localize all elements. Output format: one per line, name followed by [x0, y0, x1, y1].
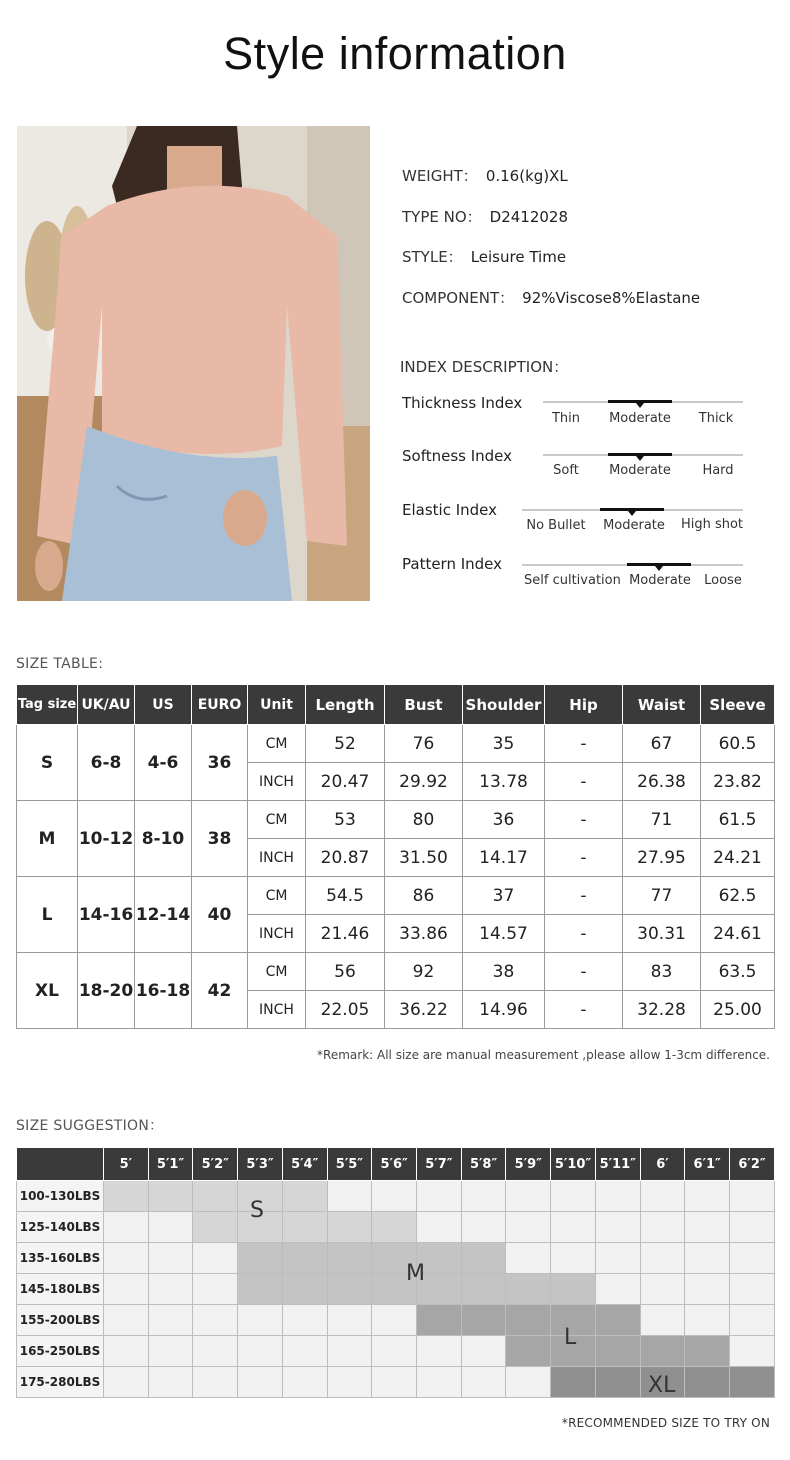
grid-cell: [595, 1181, 640, 1212]
grid-cell: [282, 1274, 327, 1305]
grid-cell: [327, 1305, 372, 1336]
component-label: COMPONENT：: [402, 289, 515, 307]
grid-cell: [685, 1336, 730, 1367]
height-header: 6′2″: [730, 1148, 775, 1181]
thickness-index-pointer: [636, 403, 644, 408]
grid-cell: [640, 1243, 685, 1274]
pattern-opt-self-cultivation: Self cultivation: [524, 573, 621, 588]
weight-label: 135-160LBS: [17, 1243, 104, 1274]
grid-cell: [417, 1181, 462, 1212]
shoulder-cell: 37: [463, 877, 545, 915]
header-waist: Waist: [623, 685, 701, 725]
component-value: 92%Viscose8%Elastane: [522, 289, 701, 307]
grid-cell: [282, 1212, 327, 1243]
size-table-label: SIZE TABLE:: [16, 656, 104, 672]
size-tag: L: [17, 877, 78, 953]
unit-cell: INCH: [248, 763, 306, 801]
grid-cell: [148, 1367, 193, 1398]
height-header-row: [17, 1148, 775, 1181]
grid-cell: [104, 1212, 149, 1243]
grid-cell: [595, 1212, 640, 1243]
thickness-opt-moderate: Moderate: [609, 411, 671, 426]
header-bust: Bust: [385, 685, 463, 725]
height-header: 5′10″: [551, 1148, 596, 1181]
grid-cell: [506, 1305, 551, 1336]
grid-cell: [730, 1367, 775, 1398]
grid-cell: [104, 1367, 149, 1398]
grid-cell: [640, 1336, 685, 1367]
grid-cell: [595, 1274, 640, 1305]
grid-cell: [104, 1243, 149, 1274]
weight-row: [17, 1336, 775, 1367]
shoulder-cell: 14.57: [463, 915, 545, 953]
waist-cell: 67: [623, 725, 701, 763]
size-table: [16, 684, 775, 1029]
component-row: [402, 287, 700, 308]
grid-cell: [640, 1305, 685, 1336]
waist-cell: 30.31: [623, 915, 701, 953]
grid-cell: [238, 1243, 283, 1274]
sleeve-cell: 24.21: [701, 839, 775, 877]
grid-cell: [461, 1243, 506, 1274]
grid-cell: [327, 1212, 372, 1243]
waist-cell: 77: [623, 877, 701, 915]
sleeve-cell: 25.00: [701, 991, 775, 1029]
elastic-opt-no-bullet: No Bullet: [526, 518, 586, 533]
grid-cell: [104, 1305, 149, 1336]
elastic-opt-moderate: Moderate: [603, 518, 665, 533]
grid-cell: [685, 1367, 730, 1398]
size-us: 8-10: [135, 801, 192, 877]
grid-cell: [640, 1212, 685, 1243]
size-uk: 14-16: [78, 877, 135, 953]
grid-cell: [148, 1212, 193, 1243]
softness-opt-moderate: Moderate: [609, 463, 671, 478]
height-header: 6′: [640, 1148, 685, 1181]
hip-cell: -: [545, 915, 623, 953]
grid-cell: [104, 1181, 149, 1212]
size-label-m: M: [406, 1261, 425, 1286]
size-tag: M: [17, 801, 78, 877]
unit-cell: INCH: [248, 915, 306, 953]
height-header: 5′3″: [238, 1148, 283, 1181]
grid-cell: [327, 1181, 372, 1212]
pattern-opt-moderate: Moderate: [629, 573, 691, 588]
table-row: [17, 725, 775, 763]
grid-cell: [506, 1212, 551, 1243]
grid-cell: [372, 1212, 417, 1243]
recommended-note: *RECOMMENDED SIZE TO TRY ON: [561, 1416, 770, 1430]
bust-cell: 76: [385, 725, 463, 763]
grid-cell: [372, 1305, 417, 1336]
grid-cell: [282, 1181, 327, 1212]
grid-cell: [551, 1367, 596, 1398]
grid-cell: [640, 1274, 685, 1305]
shoulder-cell: 13.78: [463, 763, 545, 801]
grid-cell: [506, 1367, 551, 1398]
height-header: 5′2″: [193, 1148, 238, 1181]
grid-cell: [506, 1274, 551, 1305]
grid-cell: [148, 1305, 193, 1336]
grid-cell: [193, 1181, 238, 1212]
grid-cell: [461, 1367, 506, 1398]
hip-cell: -: [545, 763, 623, 801]
unit-cell: INCH: [248, 991, 306, 1029]
waist-cell: 26.38: [623, 763, 701, 801]
grid-cell: [193, 1243, 238, 1274]
weight-row: [17, 1274, 775, 1305]
length-cell: 22.05: [306, 991, 385, 1029]
grid-cell: [327, 1367, 372, 1398]
measurement-remark: *Remark: All size are manual measurement ,please allow 1-3cm difference.: [317, 1048, 770, 1062]
size-uk: 18-20: [78, 953, 135, 1029]
unit-cell: INCH: [248, 839, 306, 877]
hip-cell: -: [545, 801, 623, 839]
unit-cell: CM: [248, 877, 306, 915]
waist-cell: 71: [623, 801, 701, 839]
weight-row: [17, 1181, 775, 1212]
sleeve-cell: 61.5: [701, 801, 775, 839]
hip-cell: -: [545, 839, 623, 877]
type-label: TYPE NO：: [402, 208, 482, 226]
size-euro: 42: [192, 953, 248, 1029]
header-euro: EURO: [192, 685, 248, 725]
grid-cell: [461, 1212, 506, 1243]
grid-cell: [595, 1336, 640, 1367]
grid-cell: [148, 1243, 193, 1274]
hip-cell: -: [545, 953, 623, 991]
grid-cell: [282, 1305, 327, 1336]
grid-cell: [193, 1212, 238, 1243]
thickness-opt-thin: Thin: [551, 411, 581, 426]
elastic-index-pointer: [628, 511, 636, 516]
shoulder-cell: 14.96: [463, 991, 545, 1029]
grid-cell: [685, 1305, 730, 1336]
grid-cell: [238, 1367, 283, 1398]
weight-label: 175-280LBS: [17, 1367, 104, 1398]
size-uk: 10-12: [78, 801, 135, 877]
weight-label: 100-130LBS: [17, 1181, 104, 1212]
grid-cell: [148, 1274, 193, 1305]
grid-cell: [685, 1181, 730, 1212]
size-tag: XL: [17, 953, 78, 1029]
grid-cell: [730, 1243, 775, 1274]
size-suggestion-grid: [16, 1147, 775, 1398]
height-header: 5′9″: [506, 1148, 551, 1181]
weight-label: 165-250LBS: [17, 1336, 104, 1367]
grid-cell: [104, 1336, 149, 1367]
size-table-header: [17, 685, 775, 725]
grid-cell: [640, 1181, 685, 1212]
grid-cell: [238, 1274, 283, 1305]
height-header: 5′4″: [282, 1148, 327, 1181]
bust-cell: 36.22: [385, 991, 463, 1029]
header-us: US: [135, 685, 192, 725]
shoulder-cell: 14.17: [463, 839, 545, 877]
grid-cell: [282, 1243, 327, 1274]
hip-cell: -: [545, 991, 623, 1029]
elastic-opt-high-shot: High shot: [680, 517, 744, 532]
length-cell: 20.87: [306, 839, 385, 877]
grid-cell: [730, 1212, 775, 1243]
pattern-index-label: Pattern Index: [402, 555, 503, 573]
size-euro: 40: [192, 877, 248, 953]
model-illustration: [17, 126, 370, 601]
table-row: [17, 953, 775, 991]
weight-row: [17, 1212, 775, 1243]
weight-label: WEIGHT：: [402, 167, 478, 185]
length-cell: 20.47: [306, 763, 385, 801]
hip-cell: -: [545, 877, 623, 915]
grid-cell: [730, 1336, 775, 1367]
grid-cell: [372, 1336, 417, 1367]
grid-cell: [506, 1243, 551, 1274]
size-label-l: L: [564, 1325, 577, 1350]
length-cell: 54.5: [306, 877, 385, 915]
sleeve-cell: 23.82: [701, 763, 775, 801]
weight-label: 125-140LBS: [17, 1212, 104, 1243]
style-label: STYLE：: [402, 248, 463, 266]
grid-cell: [730, 1181, 775, 1212]
bust-cell: 33.86: [385, 915, 463, 953]
grid-cell: [461, 1274, 506, 1305]
product-photo: [17, 126, 370, 601]
header-shoulder: Shoulder: [463, 685, 545, 725]
height-header: 5′: [104, 1148, 149, 1181]
weight-row: [17, 1305, 775, 1336]
grid-cell: [372, 1367, 417, 1398]
grid-cell: [148, 1336, 193, 1367]
grid-cell: [685, 1274, 730, 1305]
header-unit: Unit: [248, 685, 306, 725]
style-value: Leisure Time: [470, 248, 567, 266]
height-header: 5′11″: [595, 1148, 640, 1181]
grid-cell: [730, 1274, 775, 1305]
pattern-opt-loose: Loose: [704, 573, 742, 588]
grid-cell: [595, 1243, 640, 1274]
grid-cell: [551, 1243, 596, 1274]
size-us: 4-6: [135, 725, 192, 801]
grid-cell: [193, 1336, 238, 1367]
type-value: D2412028: [489, 208, 569, 226]
bust-cell: 86: [385, 877, 463, 915]
page-title: Style information: [223, 28, 567, 79]
sleeve-cell: 63.5: [701, 953, 775, 991]
grid-cell: [685, 1212, 730, 1243]
weight-value: 0.16(kg)XL: [485, 167, 568, 185]
thickness-index-label: Thickness Index: [402, 394, 523, 412]
waist-cell: 32.28: [623, 991, 701, 1029]
header-hip: Hip: [545, 685, 623, 725]
grid-cell: [104, 1274, 149, 1305]
size-euro: 36: [192, 725, 248, 801]
grid-cell: [327, 1274, 372, 1305]
unit-cell: CM: [248, 725, 306, 763]
size-uk: 6-8: [78, 725, 135, 801]
elastic-index-label: Elastic Index: [402, 501, 498, 519]
height-header: 5′7″: [417, 1148, 462, 1181]
sleeve-cell: 62.5: [701, 877, 775, 915]
length-cell: 21.46: [306, 915, 385, 953]
grid-cell: [417, 1305, 462, 1336]
unit-cell: CM: [248, 953, 306, 991]
grid-cell: [461, 1336, 506, 1367]
bust-cell: 29.92: [385, 763, 463, 801]
grid-cell: [282, 1367, 327, 1398]
grid-cell: [148, 1181, 193, 1212]
size-label-xl: XL: [648, 1373, 676, 1398]
pattern-index-pointer: [655, 566, 663, 571]
weight-label: 145-180LBS: [17, 1274, 104, 1305]
shoulder-cell: 38: [463, 953, 545, 991]
size-label-s: S: [250, 1198, 264, 1223]
grid-cell: [193, 1305, 238, 1336]
header-sleeve: Sleeve: [701, 685, 775, 725]
height-header: 5′6″: [372, 1148, 417, 1181]
index-description-title: INDEX DESCRIPTION：: [400, 358, 569, 376]
weight-row: [17, 1243, 775, 1274]
length-cell: 53: [306, 801, 385, 839]
height-header: 6′1″: [685, 1148, 730, 1181]
grid-cell: [327, 1336, 372, 1367]
size-us: 16-18: [135, 953, 192, 1029]
grid-cell: [417, 1212, 462, 1243]
table-row: [17, 801, 775, 839]
shoulder-cell: 36: [463, 801, 545, 839]
size-suggestion-label: SIZE SUGGESTION：: [16, 1118, 164, 1134]
weight-row: [402, 165, 568, 186]
grid-cell: [551, 1181, 596, 1212]
weight-label: 155-200LBS: [17, 1305, 104, 1336]
grid-cell: [282, 1336, 327, 1367]
grid-cell: [506, 1181, 551, 1212]
grid-cell: [372, 1181, 417, 1212]
waist-cell: 83: [623, 953, 701, 991]
grid-cell: [506, 1336, 551, 1367]
bust-cell: 92: [385, 953, 463, 991]
grid-cell: [461, 1305, 506, 1336]
shoulder-cell: 35: [463, 725, 545, 763]
unit-cell: CM: [248, 801, 306, 839]
size-us: 12-14: [135, 877, 192, 953]
grid-cell: [193, 1367, 238, 1398]
length-cell: 52: [306, 725, 385, 763]
softness-index-label: Softness Index: [402, 447, 513, 465]
grid-cell: [238, 1305, 283, 1336]
grid-cell: [551, 1274, 596, 1305]
size-tag: S: [17, 725, 78, 801]
softness-opt-hard: Hard: [702, 463, 734, 478]
hip-cell: -: [545, 725, 623, 763]
grid-cell: [417, 1336, 462, 1367]
grid-cell: [238, 1336, 283, 1367]
grid-cell: [461, 1181, 506, 1212]
sleeve-cell: 24.61: [701, 915, 775, 953]
softness-index-pointer: [636, 456, 644, 461]
style-row: [402, 246, 566, 267]
height-header: 5′8″: [461, 1148, 506, 1181]
grid-cell: [595, 1367, 640, 1398]
bust-cell: 31.50: [385, 839, 463, 877]
thickness-opt-thick: Thick: [698, 411, 734, 426]
length-cell: 56: [306, 953, 385, 991]
grid-cell: [730, 1305, 775, 1336]
size-euro: 38: [192, 801, 248, 877]
grid-cell: [685, 1243, 730, 1274]
header-uk-au: UK/AU: [78, 685, 135, 725]
grid-cell: [193, 1274, 238, 1305]
grid-cell: [595, 1305, 640, 1336]
sleeve-cell: 60.5: [701, 725, 775, 763]
type-row: [402, 206, 568, 227]
grid-cell: [327, 1243, 372, 1274]
header-length: Length: [306, 685, 385, 725]
height-header: 5′1″: [148, 1148, 193, 1181]
header-tag-size: Tag size: [17, 685, 78, 725]
grid-cell: [417, 1367, 462, 1398]
grid-cell: [551, 1212, 596, 1243]
table-row: [17, 877, 775, 915]
height-header: 5′5″: [327, 1148, 372, 1181]
corner-cell: [17, 1148, 104, 1181]
bust-cell: 80: [385, 801, 463, 839]
softness-opt-soft: Soft: [553, 463, 579, 478]
waist-cell: 27.95: [623, 839, 701, 877]
